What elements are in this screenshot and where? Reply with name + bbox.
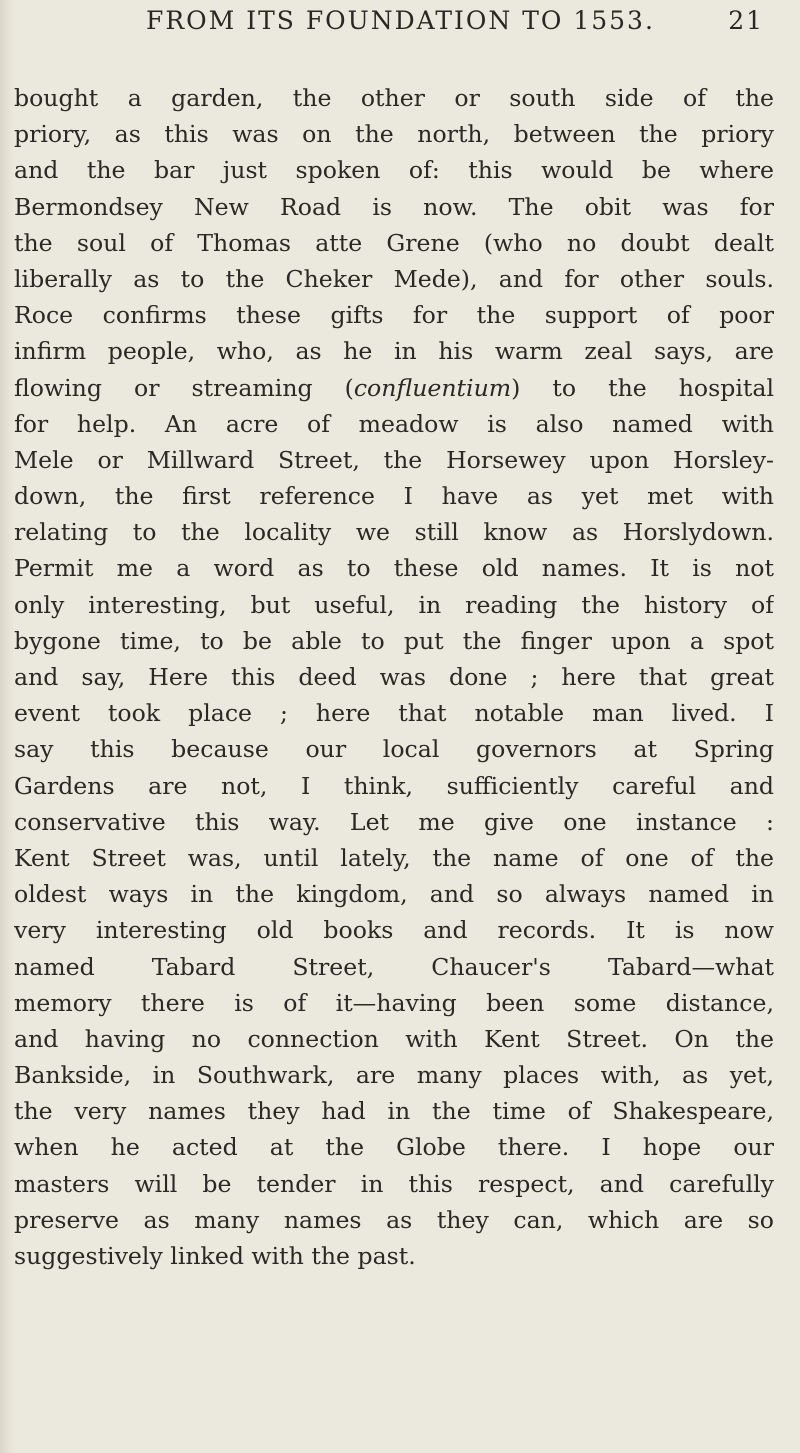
text-line: very interesting old books and records. It is now [14, 916, 774, 945]
text-line: named Tabard Street, Chaucer's Tabard—what [14, 952, 774, 981]
text-line: Permit me a word as to these old names. It is not [14, 554, 774, 583]
text-line: Mele or Millward Street, the Horsewey upon Horsley- [14, 445, 774, 474]
text-line: and say, Here this deed was done ; here that great [14, 663, 774, 691]
text-line: for help. An acre of meadow is also named with [14, 409, 774, 438]
text-line: masters will be tender in this respect, and carefully [14, 1169, 774, 1198]
text-line: suggestively linked with the past. [14, 1242, 416, 1270]
body-text [14, 80, 774, 1274]
text-line: liberally as to the Cheker Mede), and for other souls. [14, 264, 774, 293]
text-line: say this because our local governors at Spring [14, 735, 774, 764]
text-line: Gardens are not, I think, sufficiently careful and [14, 771, 774, 800]
text-line: preserve as many names as they can, which are so [14, 1205, 774, 1234]
latin-term: confluentium [353, 373, 512, 402]
text-line: Bermondsey New Road is now. The obit was for [14, 192, 774, 221]
text-line: the very names they had in the time of Shakespeare, [14, 1097, 774, 1126]
text-line: oldest ways in the kingdom, and so always named in [14, 880, 774, 909]
text-line: infirm people, who, as he in his warm zeal says, are [14, 337, 774, 366]
text-line: Bankside, in Southwark, are many places with, as yet, [14, 1061, 774, 1090]
text-line: and having no connection with Kent Street. On the [14, 1024, 774, 1053]
text-line: Kent Street was, until lately, the name of one of the [14, 843, 774, 872]
running-head [0, 6, 800, 46]
text-line: bought a garden, the other or south side of the [14, 84, 774, 112]
text-line: and the bar just spoken of: this would be where [14, 156, 774, 185]
text-line: relating to the locality we still know as Horslydown. [14, 518, 774, 547]
running-title: FROM ITS FOUNDATION TO 1553. [146, 6, 655, 35]
text-line: memory there is of it—having been some distance, [14, 988, 774, 1017]
page-number: 21 [728, 6, 764, 35]
text-line: the soul of Thomas atte Grene (who no doubt dealt [14, 228, 774, 257]
text-line: event took place ; here that notable man lived. I [14, 699, 774, 728]
binding-edge [0, 0, 14, 1453]
text-line: only interesting, but useful, in reading the history of [14, 590, 774, 619]
text-line: down, the first reference I have as yet met with [14, 482, 774, 511]
text-line: when he acted at the Globe there. I hope our [14, 1133, 774, 1162]
text-line: conservative this way. Let me give one instance : [14, 807, 774, 836]
text-line: priory, as this was on the north, between the priory [14, 120, 774, 149]
text-line: Roce confirms these gifts for the support of poor [14, 301, 774, 330]
text-line: flowing or streaming (confluentium) to the hospital [14, 373, 774, 402]
text-line: bygone time, to be able to put the finger upon a spot [14, 626, 774, 655]
